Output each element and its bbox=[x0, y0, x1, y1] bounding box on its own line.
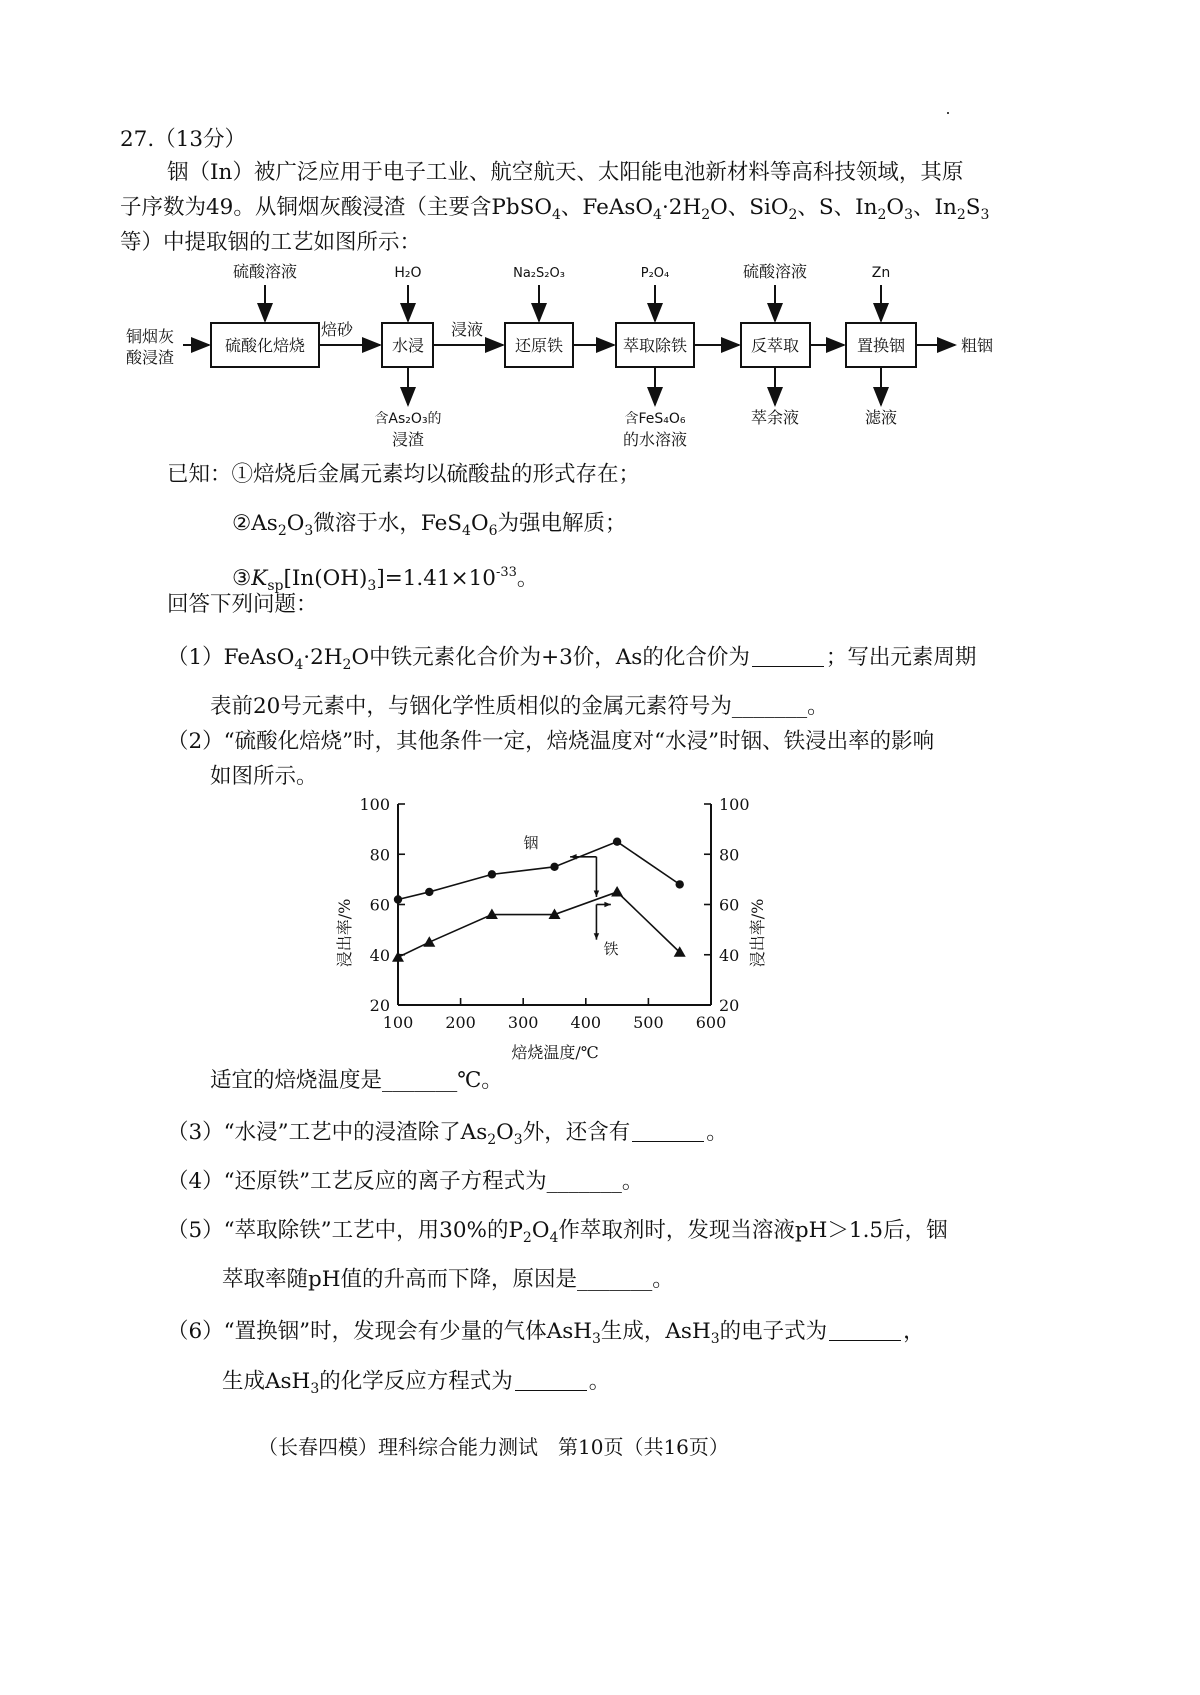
label-calcine: 焙砂 bbox=[320, 320, 354, 339]
output-fes4o6-line-1: 含FeS₄O₆ bbox=[624, 411, 686, 427]
x-tick-label: 100 bbox=[382, 1013, 414, 1032]
question-5-line-1: （5）“萃取除铁”工艺中，用30%的$P_2O_4$作萃取剂时，发现当溶液pH＞1.5后，铟 bbox=[167, 1218, 948, 1246]
y-axis-label-left: 浸出率/% bbox=[335, 898, 354, 968]
known-1: 已知：①焙烧后金属元素均以硫酸盐的形式存在； bbox=[167, 462, 641, 487]
answer-blank[interactable] bbox=[829, 1318, 901, 1341]
series-line-iron bbox=[398, 892, 680, 957]
process-flowchart bbox=[0, 255, 1200, 455]
question-4: （4）“还原铁”工艺反应的离子方程式为_______。 bbox=[167, 1169, 644, 1194]
question-5-line-2: 萃取率随pH值的升高而下降，原因是_______。 bbox=[222, 1267, 674, 1292]
box-back-extract: 反萃取 bbox=[750, 336, 800, 355]
data-point-indium bbox=[425, 888, 433, 896]
question-6-line-1: （6）“置换铟”时，发现会有少量的气体AsH$_3$生成，AsH$_3$的电子式为 ， bbox=[167, 1319, 925, 1347]
iron-leader-arrow-head bbox=[604, 902, 610, 907]
question-1-line-2: 表前20号元素中，与铟化学性质相似的金属元素符号为_______。 bbox=[210, 694, 829, 719]
leaching-rate-chart bbox=[320, 790, 780, 1070]
output-residue-line-2: 浸渣 bbox=[391, 430, 425, 449]
y-tick-label-right: 40 bbox=[719, 945, 740, 965]
data-point-iron bbox=[611, 886, 623, 897]
scan-dot bbox=[947, 112, 949, 114]
x-axis-label: 焙烧温度/℃ bbox=[511, 1043, 599, 1062]
answer-blank[interactable] bbox=[632, 1119, 704, 1142]
series-line-indium bbox=[398, 842, 680, 900]
output-fes4o6-line-2: 的水溶液 bbox=[622, 430, 688, 449]
input-p2o4: P₂O₄ bbox=[640, 266, 670, 281]
question-number: 27.（13分） bbox=[120, 127, 247, 152]
data-point-indium bbox=[676, 880, 684, 888]
y-tick-label-left: 60 bbox=[369, 895, 390, 915]
input-zinc: Zn bbox=[871, 265, 891, 281]
input-sulfuric-acid-2: 硫酸溶液 bbox=[742, 262, 808, 281]
x-tick-label: 400 bbox=[570, 1013, 602, 1032]
question-2-line-3: 适宜的焙烧温度是_______℃。 bbox=[210, 1068, 503, 1093]
y-tick-label-right: 20 bbox=[719, 996, 740, 1015]
question-1-line-1: $(1)FeAsO_4\cdot 2H_2O$中铁元素化合价为+3价，As的化合价为 ；写出元素周期 bbox=[167, 645, 977, 673]
intro-line-2: 子序数为49。从铜烟灰酸浸渣（主要含PbSO$_4$、$FeAsO_4\cdot 2H_2O$、SiO$_2$、S、$In_2O_3$、$In_2S_3$ bbox=[120, 195, 990, 223]
y-tick-label-left: 20 bbox=[369, 996, 390, 1015]
data-point-indium bbox=[488, 870, 496, 878]
known-2: $②As_2O_3$微溶于水，$FeS_4O_6$为强电解质； bbox=[232, 511, 627, 539]
input-sulfuric-acid-1: 硫酸溶液 bbox=[232, 262, 298, 281]
end-crude-indium: 粗铟 bbox=[960, 336, 994, 355]
output-filtrate: 滤液 bbox=[864, 408, 898, 427]
y-tick-label-right: 100 bbox=[719, 795, 750, 814]
start-material-line-2: 酸浸渣 bbox=[125, 348, 175, 367]
answer-prompt: 回答下列问题： bbox=[167, 592, 318, 617]
start-material-line-1: 铜烟灰 bbox=[125, 327, 175, 346]
y-tick-label-right: 60 bbox=[719, 895, 740, 915]
y-tick-label-right: 80 bbox=[719, 845, 740, 865]
box-replace-indium: 置换铟 bbox=[856, 336, 906, 355]
y-tick-label-left: 100 bbox=[359, 795, 390, 814]
box-water-leach: 水浸 bbox=[391, 336, 425, 355]
y-axis-label-right: 浸出率/% bbox=[748, 898, 767, 968]
data-point-iron bbox=[423, 936, 435, 947]
intro-line-1: 铟（In）被广泛应用于电子工业、航空航天、太阳能电池新材料等高科技领域，其原 bbox=[167, 160, 964, 185]
x-tick-label: 300 bbox=[507, 1013, 539, 1032]
known-3: $③K_{sp}[In(OH)_3]=1.41\times 10^{-33}$。 bbox=[232, 565, 539, 594]
series-label-iron: 铁 bbox=[603, 940, 619, 958]
data-point-indium bbox=[394, 895, 402, 903]
y-tick-label-left: 80 bbox=[369, 845, 390, 865]
answer-blank[interactable] bbox=[752, 644, 824, 667]
iron-leader-down-arrow-head bbox=[594, 933, 599, 939]
data-point-indium bbox=[550, 863, 558, 871]
series-label-indium: 铟 bbox=[523, 834, 539, 852]
input-water: H₂O bbox=[394, 265, 422, 281]
output-residue-line-1: 含As₂O₃的 bbox=[374, 411, 442, 427]
question-2-line-2: 如图所示。 bbox=[210, 764, 318, 789]
data-point-iron bbox=[392, 951, 404, 962]
label-leachate: 浸液 bbox=[450, 320, 484, 339]
page-footer: （长春四模）理科综合能力测试 第10页（共16页） bbox=[258, 1435, 729, 1459]
input-na2s2o3: Na₂S₂O₃ bbox=[513, 266, 565, 281]
box-sulfation-roasting: 硫酸化焙烧 bbox=[224, 336, 306, 355]
indium-leader-down-arrow-head bbox=[594, 891, 599, 897]
box-reduce-iron: 还原铁 bbox=[514, 336, 564, 355]
output-raffinate: 萃余液 bbox=[750, 408, 800, 427]
x-tick-label: 200 bbox=[445, 1013, 476, 1032]
question-3: （3）“水浸”工艺中的浸渣除了$As_2O_3$外，还含有 。 bbox=[167, 1120, 728, 1148]
y-tick-label-left: 40 bbox=[369, 945, 390, 965]
intro-line-3: 等）中提取铟的工艺如图所示： bbox=[120, 230, 422, 255]
x-tick-label: 500 bbox=[633, 1013, 664, 1032]
x-tick-label: 600 bbox=[695, 1013, 727, 1032]
data-point-indium bbox=[613, 837, 621, 845]
question-6-line-2: 生成AsH$_3$的化学反应方程式为 。 bbox=[222, 1369, 611, 1397]
answer-blank[interactable] bbox=[515, 1368, 587, 1391]
box-extract-iron: 萃取除铁 bbox=[622, 336, 688, 355]
question-2-line-1: （2）“硫酸化焙烧”时，其他条件一定，焙烧温度对“水浸”时铟、铁浸出率的影响 bbox=[167, 729, 935, 754]
